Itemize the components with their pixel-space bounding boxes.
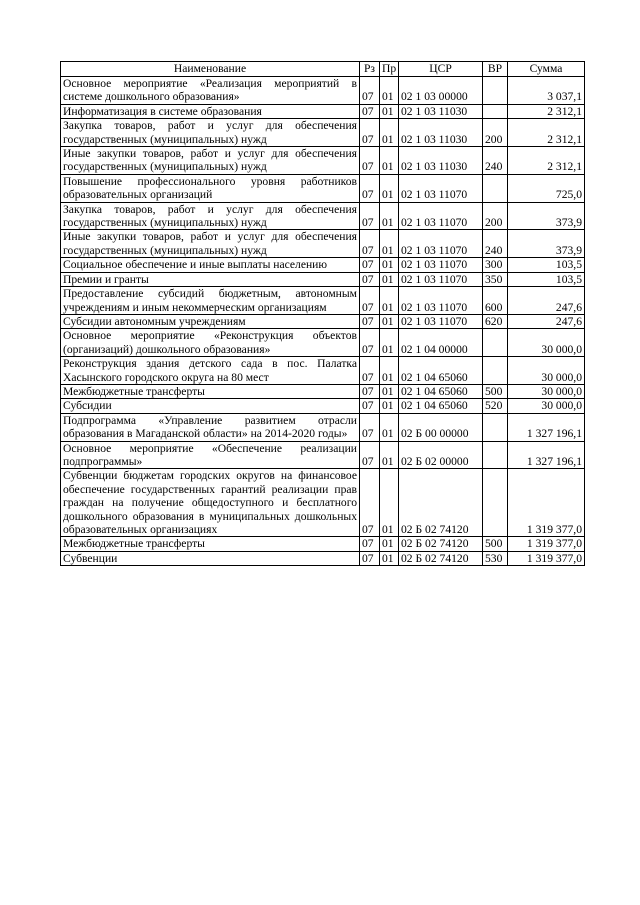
row-sum: 373,9 — [508, 202, 585, 230]
table-row — [61, 357, 585, 385]
table-header-row — [61, 62, 585, 77]
row-rz: 07 — [360, 174, 380, 202]
row-name: Иные закупки товаров, работ и услуг для обеспечения государственных (муниципальных) нужд — [61, 230, 360, 258]
row-vr — [483, 174, 508, 202]
row-sum: 3 037,1 — [508, 77, 585, 105]
row-pr: 01 — [380, 258, 399, 272]
table-row — [61, 287, 585, 315]
row-rz: 07 — [360, 384, 380, 398]
row-pr: 01 — [380, 329, 399, 357]
row-pr: 01 — [380, 202, 399, 230]
row-csr: 02 1 03 11070 — [399, 314, 483, 328]
row-sum: 725,0 — [508, 174, 585, 202]
row-rz: 07 — [360, 551, 380, 565]
row-sum: 1 319 377,0 — [508, 469, 585, 537]
row-name: Подпрограмма «Управление развитием отрасли образования в Магаданской области» на 2014-2020 годы» — [61, 413, 360, 441]
row-vr — [483, 329, 508, 357]
table-body — [61, 77, 585, 566]
row-sum: 30 000,0 — [508, 329, 585, 357]
table-row — [61, 413, 585, 441]
row-vr: 620 — [483, 314, 508, 328]
row-name: Информатизация в системе образования — [61, 104, 360, 118]
table-row — [61, 469, 585, 537]
row-vr — [483, 357, 508, 385]
row-vr — [483, 469, 508, 537]
row-pr: 01 — [380, 413, 399, 441]
row-vr: 200 — [483, 202, 508, 230]
row-name: Основное мероприятие «Обеспечение реализации подпрограммы» — [61, 441, 360, 469]
row-pr: 01 — [380, 357, 399, 385]
header-name: Наименование — [61, 62, 360, 77]
row-csr: 02 1 03 11070 — [399, 230, 483, 258]
row-csr: 02 1 03 11030 — [399, 119, 483, 147]
row-csr: 02 1 03 11070 — [399, 272, 483, 286]
table-row — [61, 258, 585, 272]
row-rz: 07 — [360, 314, 380, 328]
row-name: Субсидии автономным учреждениям — [61, 314, 360, 328]
row-vr — [483, 104, 508, 118]
row-rz: 07 — [360, 357, 380, 385]
row-name: Межбюджетные трансферты — [61, 537, 360, 551]
row-vr — [483, 77, 508, 105]
row-name: Социальное обеспечение и иные выплаты населению — [61, 258, 360, 272]
row-rz: 07 — [360, 399, 380, 413]
row-pr: 01 — [380, 230, 399, 258]
row-sum: 30 000,0 — [508, 384, 585, 398]
row-pr: 01 — [380, 119, 399, 147]
row-name: Субвенции — [61, 551, 360, 565]
row-sum: 247,6 — [508, 287, 585, 315]
row-sum: 30 000,0 — [508, 399, 585, 413]
row-name: Закупка товаров, работ и услуг для обеспечения государственных (муниципальных) нужд — [61, 202, 360, 230]
row-rz: 07 — [360, 413, 380, 441]
row-rz: 07 — [360, 119, 380, 147]
row-vr: 500 — [483, 384, 508, 398]
row-pr: 01 — [380, 287, 399, 315]
table-row — [61, 119, 585, 147]
table-row — [61, 551, 585, 565]
row-rz: 07 — [360, 329, 380, 357]
row-vr: 300 — [483, 258, 508, 272]
row-rz: 07 — [360, 104, 380, 118]
row-csr: 02 Б 02 74120 — [399, 551, 483, 565]
row-name: Межбюджетные трансферты — [61, 384, 360, 398]
table-row — [61, 537, 585, 551]
table-row — [61, 174, 585, 202]
row-csr: 02 1 03 00000 — [399, 77, 483, 105]
row-vr: 520 — [483, 399, 508, 413]
table-row — [61, 77, 585, 105]
row-name: Предоставление субсидий бюджетным, автономным учреждениям и иным некоммерческим организациям — [61, 287, 360, 315]
row-csr: 02 1 04 65060 — [399, 384, 483, 398]
row-vr — [483, 441, 508, 469]
row-pr: 01 — [380, 384, 399, 398]
row-pr: 01 — [380, 469, 399, 537]
header-csr: ЦСР — [399, 62, 483, 77]
row-pr: 01 — [380, 314, 399, 328]
row-sum: 2 312,1 — [508, 104, 585, 118]
table-row — [61, 399, 585, 413]
row-sum: 2 312,1 — [508, 119, 585, 147]
row-rz: 07 — [360, 537, 380, 551]
row-sum: 1 319 377,0 — [508, 551, 585, 565]
row-pr: 01 — [380, 441, 399, 469]
row-vr: 600 — [483, 287, 508, 315]
row-rz: 07 — [360, 258, 380, 272]
table-row — [61, 441, 585, 469]
row-name: Иные закупки товаров, работ и услуг для обеспечения государственных (муниципальных) нужд — [61, 147, 360, 175]
row-csr: 02 1 03 11070 — [399, 287, 483, 315]
row-sum: 1 327 196,1 — [508, 441, 585, 469]
row-name: Реконструкция здания детского сада в пос. Палатка Хасынского городского округа на 80 мест — [61, 357, 360, 385]
row-name: Основное мероприятие «Реализация мероприятий в системе дошкольного образования» — [61, 77, 360, 105]
table-row — [61, 314, 585, 328]
row-sum: 103,5 — [508, 272, 585, 286]
row-pr: 01 — [380, 399, 399, 413]
row-vr: 200 — [483, 119, 508, 147]
row-name: Основное мероприятие «Реконструкция объектов (организаций) дошкольного образования» — [61, 329, 360, 357]
row-rz: 07 — [360, 441, 380, 469]
row-pr: 01 — [380, 77, 399, 105]
row-rz: 07 — [360, 202, 380, 230]
table-row — [61, 147, 585, 175]
row-csr: 02 1 04 00000 — [399, 329, 483, 357]
row-sum: 247,6 — [508, 314, 585, 328]
row-rz: 07 — [360, 147, 380, 175]
row-sum: 2 312,1 — [508, 147, 585, 175]
table-row — [61, 329, 585, 357]
table-row — [61, 202, 585, 230]
row-pr: 01 — [380, 104, 399, 118]
row-rz: 07 — [360, 230, 380, 258]
row-rz: 07 — [360, 469, 380, 537]
row-vr: 500 — [483, 537, 508, 551]
row-sum: 30 000,0 — [508, 357, 585, 385]
row-sum: 1 327 196,1 — [508, 413, 585, 441]
row-csr: 02 1 03 11070 — [399, 258, 483, 272]
row-rz: 07 — [360, 287, 380, 315]
row-vr: 530 — [483, 551, 508, 565]
row-csr: 02 1 03 11070 — [399, 202, 483, 230]
row-pr: 01 — [380, 174, 399, 202]
row-name: Закупка товаров, работ и услуг для обеспечения государственных (муниципальных) нужд — [61, 119, 360, 147]
header-vr: ВР — [483, 62, 508, 77]
row-csr: 02 1 03 11030 — [399, 104, 483, 118]
row-csr: 02 Б 00 00000 — [399, 413, 483, 441]
table-row — [61, 384, 585, 398]
table-row — [61, 272, 585, 286]
row-sum: 1 319 377,0 — [508, 537, 585, 551]
table-row — [61, 230, 585, 258]
budget-table — [60, 61, 585, 566]
row-csr: 02 Б 02 74120 — [399, 469, 483, 537]
row-pr: 01 — [380, 272, 399, 286]
row-csr: 02 1 04 65060 — [399, 399, 483, 413]
row-csr: 02 Б 02 00000 — [399, 441, 483, 469]
table-row — [61, 104, 585, 118]
header-pr: Пр — [380, 62, 399, 77]
header-rz: Рз — [360, 62, 380, 77]
row-pr: 01 — [380, 147, 399, 175]
row-rz: 07 — [360, 272, 380, 286]
row-pr: 01 — [380, 537, 399, 551]
row-sum: 373,9 — [508, 230, 585, 258]
row-vr: 350 — [483, 272, 508, 286]
header-sum: Сумма — [508, 62, 585, 77]
row-rz: 07 — [360, 77, 380, 105]
row-name: Повышение профессионального уровня работников образовательных организаций — [61, 174, 360, 202]
row-name: Субвенции бюджетам городских округов на финансовое обеспечение государственных гарантий реализации прав граждан на получение общедоступного и бесплатного дошкольного образования в муниципальных дошкольных образовательных организациях — [61, 469, 360, 537]
row-csr: 02 1 03 11070 — [399, 174, 483, 202]
row-name: Премии и гранты — [61, 272, 360, 286]
row-csr: 02 1 03 11030 — [399, 147, 483, 175]
row-csr: 02 Б 02 74120 — [399, 537, 483, 551]
row-vr: 240 — [483, 230, 508, 258]
row-name: Субсидии — [61, 399, 360, 413]
row-sum: 103,5 — [508, 258, 585, 272]
row-pr: 01 — [380, 551, 399, 565]
row-csr: 02 1 04 65060 — [399, 357, 483, 385]
row-vr — [483, 413, 508, 441]
row-vr: 240 — [483, 147, 508, 175]
